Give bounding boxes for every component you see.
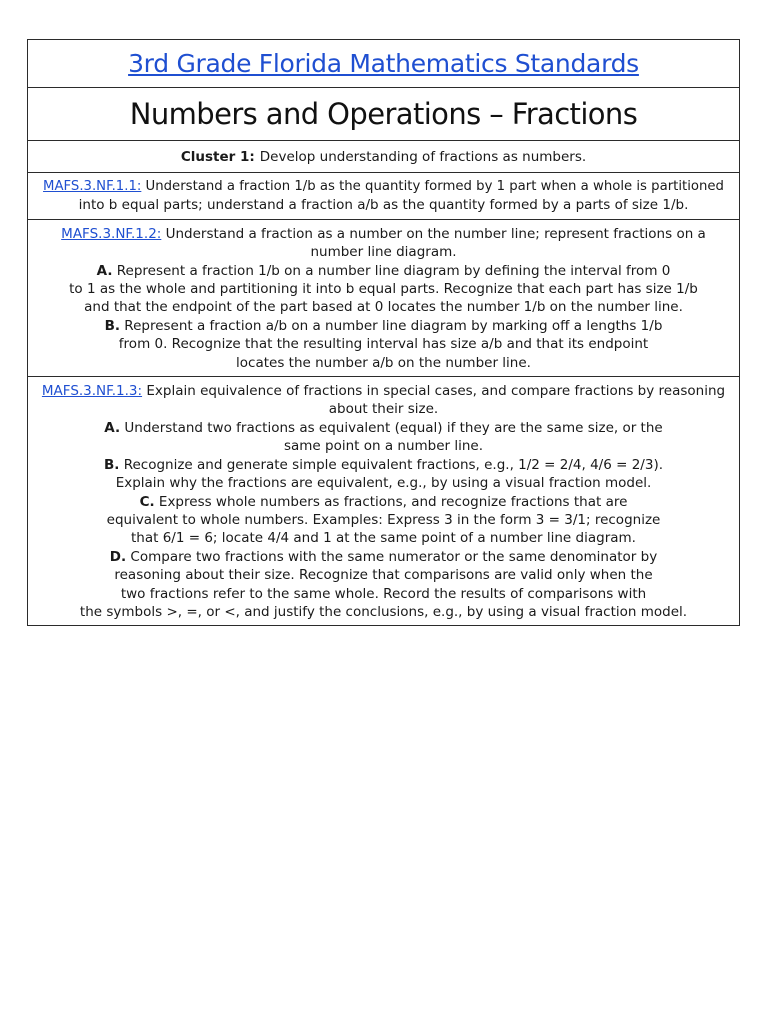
part-text: locates the number a/b on the number line. xyxy=(236,354,531,371)
part-text: Represent a fraction 1/b on a number line diagram by defining the interval from 0 xyxy=(112,262,671,279)
standard-text: Explain equivalence of fractions in special cases, and compare fractions by reasoning xyxy=(142,383,726,400)
standard-line xyxy=(38,225,729,243)
part-text: Understand two fractions as equivalent (equal) if they are the same size, or the xyxy=(120,419,663,436)
part-text: from 0. Recognize that the resulting interval has size a/b and that its endpoint xyxy=(118,336,649,353)
part-label: A. xyxy=(96,262,113,279)
domain-heading: Numbers and Operations – Fractions xyxy=(129,97,638,131)
standard-row-nf-1-1 xyxy=(28,173,739,220)
part-text: to 1 as the whole and partitioning it into b equal parts. Recognize that each part has size 1/b xyxy=(69,281,698,298)
part-text: Compare two fractions with the same numerator or the same denominator by xyxy=(126,548,658,565)
part-text: reasoning about their size. Recognize that comparisons are valid only when the xyxy=(114,567,653,584)
part-text: that 6/1 = 6; locate 4/4 and 1 at the same point of a number line diagram. xyxy=(131,530,636,547)
part-line xyxy=(38,419,729,437)
heading-row xyxy=(28,88,739,141)
part-text: two fractions refer to the same whole. Record the results of comparisons with xyxy=(120,585,647,602)
part-line xyxy=(38,548,729,566)
part-text: Express whole numbers as fractions, and recognize fractions that are xyxy=(154,493,628,510)
standard-text: number line diagram. xyxy=(310,244,457,261)
standards-table xyxy=(27,39,740,626)
title-row xyxy=(28,40,739,88)
part-line xyxy=(38,456,729,474)
standard-line xyxy=(38,178,729,196)
part-text: the symbols >, =, or <, and justify the conclusions, e.g., by using a visual fraction model. xyxy=(79,603,688,620)
standard-text: into b equal parts; understand a fraction a/b as the quantity formed by a parts of size 1/b. xyxy=(78,197,689,214)
part-line xyxy=(38,317,729,335)
standard-line xyxy=(38,382,729,400)
part-label: D. xyxy=(109,548,127,565)
standard-text: Understand a fraction 1/b as the quantity formed by 1 part when a whole is partitioned xyxy=(141,179,724,194)
part-line xyxy=(38,262,729,280)
part-text: and that the endpoint of the part based at 0 locates the number 1/b on the number line. xyxy=(84,299,683,316)
cluster-label: Cluster 1: xyxy=(180,148,255,165)
part-label: A. xyxy=(104,419,121,436)
standard-code-link[interactable]: MAFS.3.NF.1.3: xyxy=(41,383,143,400)
part-label: B. xyxy=(103,456,120,473)
part-label: C. xyxy=(139,493,155,510)
standard-text: about their size. xyxy=(328,401,439,418)
standard-code-link[interactable]: MAFS.3.NF.1.1: xyxy=(43,179,142,194)
part-label: B. xyxy=(104,317,120,334)
cluster-row xyxy=(28,141,739,173)
part-text: Explain why the fractions are equivalent, e.g., by using a visual fraction model. xyxy=(115,475,652,492)
part-line xyxy=(38,493,729,511)
page-title-link[interactable]: 3rd Grade Florida Mathematics Standards xyxy=(128,49,639,78)
part-text: Represent a fraction a/b on a number line diagram by marking off a lengths 1/b xyxy=(120,317,663,334)
standard-text: Understand a fraction as a number on the number line; represent fractions on a xyxy=(161,225,706,242)
standard-code-link[interactable]: MAFS.3.NF.1.2: xyxy=(61,225,162,242)
cluster-text: Develop understanding of fractions as numbers. xyxy=(259,148,587,165)
part-text: equivalent to whole numbers. Examples: Express 3 in the form 3 = 3/1; recognize xyxy=(106,511,661,528)
part-text: Recognize and generate simple equivalent fractions, e.g., 1/2 = 2/4, 4/6 = 2/3). xyxy=(119,456,663,473)
standard-row-nf-1-3 xyxy=(28,377,739,625)
standard-row-nf-1-2 xyxy=(28,220,739,377)
part-text: same point on a number line. xyxy=(283,438,484,455)
